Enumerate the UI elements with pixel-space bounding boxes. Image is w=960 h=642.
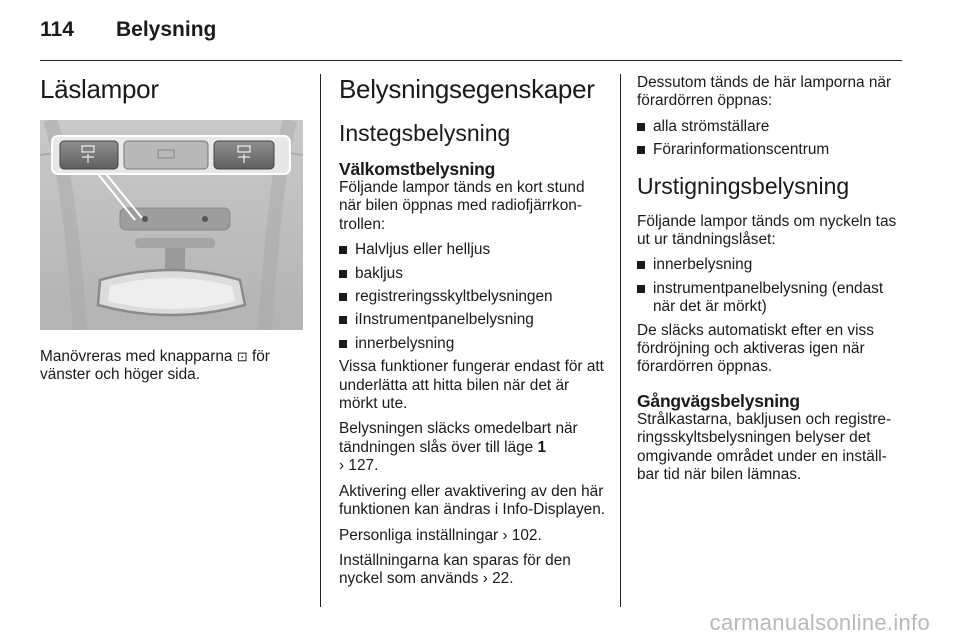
paragraph: Dessutom tänds de här lamporna när förardörren öppnas: (637, 74, 892, 110)
caption-text-end: för vänster och höger sida. (40, 348, 270, 384)
page-header (40, 18, 216, 42)
interior-lamp-photo (40, 120, 303, 330)
list-item: bakljus (339, 265, 607, 283)
paragraph: Personliga inställningar › 102. (339, 526, 542, 544)
welcome-lamp-list (339, 241, 607, 353)
list-item: innerbelysning (339, 335, 607, 353)
page-number: 114 (40, 18, 74, 41)
section-title-reading-lamps: Läslampor (40, 74, 159, 104)
paragraph: Inställningarna kan sparas för den nyckel som används › 22. (339, 551, 571, 588)
list-item: innerbelysning (637, 256, 905, 274)
paragraph (339, 420, 607, 475)
subsection-title-exit-lighting: Urstigningsbelysning (637, 172, 850, 199)
paragraph-text: Belysningen släcks omedelbart när tändningen slås över till läge (339, 420, 578, 456)
column-divider-2 (620, 74, 621, 607)
heading-pathway-lighting: Gångvägsbelysning (637, 390, 800, 411)
ignition-position: 1 (537, 438, 547, 456)
watermark: carmanualsonline.info (709, 610, 930, 635)
paragraph: Strålkastarna, bakljusen och registre-ringsskyltsbelysningen belyser det omgivande området under en inställ-bar tid när bilen lämnas. (637, 410, 892, 484)
paragraph: Följande lampor tänds om nyckeln tas ut ur tändningslåset: (637, 212, 897, 249)
reading-lamp-icon: ⊡ (236, 349, 248, 364)
column-reading-lamps (40, 74, 305, 392)
subsection-title-entry-lighting: Instegsbelysning (339, 120, 511, 146)
chapter-title: Belysning (116, 18, 217, 41)
paragraph: Aktivering eller avaktivering av den här funktionen kan ändras i Info-Displayen. (339, 482, 606, 519)
column-exit-lighting (637, 74, 905, 492)
heading-welcome-lighting: Välkomstbelysning (339, 159, 496, 179)
list-item: alla strömställare (637, 118, 905, 136)
paragraph: Vissa funktioner fungerar endast för att underlätta att hitta bilen när det är mörkt ute. (339, 358, 604, 413)
caption-text-start: Manövreras med knapparna (40, 348, 237, 365)
door-lamp-list (637, 118, 905, 160)
section-title-lighting-features: Belysningsegenskaper (339, 74, 595, 104)
list-item: Halvljus eller helljus (339, 241, 607, 259)
exit-lamp-list (637, 256, 905, 316)
paragraph: De släcks automatiskt efter en viss fördröjning och aktiveras igen när förardörren öppnas. (637, 321, 874, 376)
welcome-intro: Följande lampor tänds en kort stund när bilen öppnas med radiofjärrkon-trollen: (339, 179, 585, 233)
header-rule (40, 60, 902, 61)
column-lighting-features (339, 74, 607, 596)
list-item: Förarinformationscentrum (637, 141, 905, 159)
page-reference: › 127. (339, 457, 379, 475)
reading-lamps-caption (40, 348, 305, 385)
list-item: iInstrumentpanelbelysning (339, 311, 607, 329)
list-item: instrumentpanelbelysning (endast när det är mörkt) (637, 280, 905, 317)
column-divider-1 (320, 74, 321, 607)
list-item: registreringsskyltbelysningen (339, 288, 607, 306)
